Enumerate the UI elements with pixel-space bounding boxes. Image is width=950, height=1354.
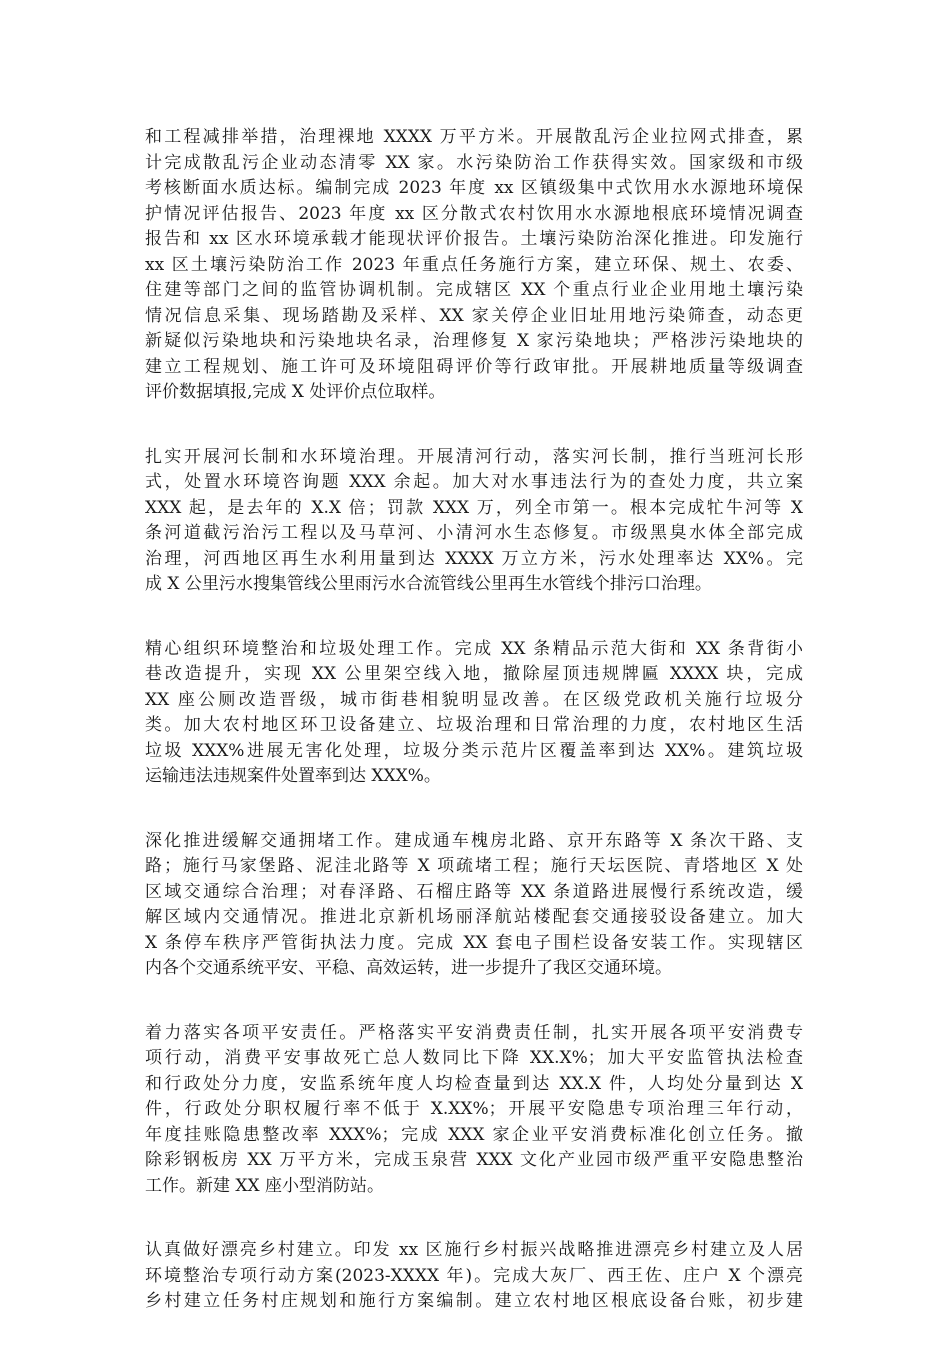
paragraph-line: 条河道截污治污工程以及马草河、小清河水生态修复。市级黑臭水体全部完成 <box>145 523 803 543</box>
paragraph-line: 计完成散乱污企业动态清零 XX 家。水污染防治工作获得实效。国家级和市级 <box>145 152 803 173</box>
paragraph-line: 乡村建立任务村庄规划和施行方案编制。建立农村地区根底设备台账，初步建 <box>145 1291 803 1311</box>
paragraph-line: 护情况评估报告、2023 年度 xx 区分散式农村饮用水水源地根底环境情况调查 <box>145 203 803 224</box>
paragraph-line: 工作。新建 XX 座小型消防站。 <box>145 1175 385 1196</box>
paragraph-line: XXX 起，是去年的 X.X 倍；罚款 XXX 万，列全市第一。根本完成牤牛河等 X <box>145 497 803 518</box>
paragraph <box>145 637 803 790</box>
paragraph-line: 评价数据填报,完成 X 处评价点位取样。 <box>145 382 446 402</box>
paragraph <box>145 829 803 982</box>
paragraph-line: 内各个交通系统平安、平稳、高效运转，进一步提升了我区交通环境。 <box>145 958 672 978</box>
paragraph-line: 深化推进缓解交通拥堵工作。建成通车槐房北路、京开东路等 X 条次干路、支 <box>145 830 803 851</box>
paragraph-line: 和工程减排举措，治理裸地 XXXX 万平方米。开展散乱污企业拉网式排查，累 <box>145 127 803 147</box>
paragraph-line: 成 X 公里污水搜集管线公里雨污水合流管线公里再生水管线个排污口治理。 <box>145 574 712 594</box>
paragraph <box>145 1021 803 1200</box>
paragraph-line: 治理，河西地区再生水利用量到达 XXXX 万立方米，污水处理率达 XX%。完 <box>145 548 803 569</box>
paragraph <box>145 445 803 598</box>
paragraph-line: 式，处置水环境咨询题 XXX 余起。加大对水事违法行为的查处力度，共立案 <box>145 472 803 492</box>
paragraph-line: 项行动，消费平安事故死亡总人数同比下降 XX.X%；加大平安监管执法检查 <box>145 1048 803 1068</box>
paragraph-line: 住建等部门之间的监管协调机制。完成辖区 XX 个重点行业企业用地土壤污染 <box>145 280 803 300</box>
paragraph-line: X 条停车秩序严管街执法力度。完成 XX 套电子围栏设备安装工作。实现辖区 <box>145 932 803 953</box>
paragraph <box>145 1238 803 1315</box>
paragraph-line: 考核断面水质达标。编制完成 2023 年度 xx 区镇级集中式饮用水水源地环境保 <box>145 178 803 198</box>
paragraph-line: 精心组织环境整治和垃圾处理工作。完成 XX 条精品示范大街和 XX 条背街小 <box>145 638 803 659</box>
paragraph-line: 运输违法违规案件处置率到达 XXX%。 <box>145 766 441 786</box>
paragraph-line: 环境整治专项行动方案(2023-XXXX 年)。完成大灰厂、西王佐、庄户 X 个漂亮 <box>145 1265 803 1286</box>
paragraph-line: 除彩钢板房 XX 万平方米，完成玉泉营 XXX 文化产业园市级严重平安隐患整治 <box>145 1150 803 1170</box>
paragraph-line: 认真做好漂亮乡村建立。印发 xx 区施行乡村振兴战略推进漂亮乡村建立及人居 <box>145 1240 803 1260</box>
paragraph-line: 着力落实各项平安责任。严格落实平安消费责任制，扎实开展各项平安消费专 <box>145 1022 803 1043</box>
paragraph-line: 路；施行马家堡路、泥洼北路等 X 项疏堵工程；施行天坛医院、青塔地区 X 处 <box>145 856 803 876</box>
paragraph <box>145 125 803 406</box>
paragraph-line: xx 区土壤污染防治工作 2023 年重点任务施行方案，建立环保、规土、农委、 <box>145 254 803 275</box>
paragraph-line: 报告和 xx 区水环境承载才能现状评价报告。土壤污染防治深化推进。印发施行 <box>145 229 803 249</box>
paragraph-line: XX 座公厕改造晋级，城市街巷相貌明显改善。在区级党政机关施行垃圾分 <box>145 689 803 710</box>
paragraph-line: 扎实开展河长制和水环境治理。开展清河行动，落实河长制，推行当班河长形 <box>145 446 803 467</box>
paragraph-line: 情况信息采集、现场踏勘及采样、XX 家关停企业旧址用地污染筛查，动态更 <box>145 305 803 326</box>
document-body <box>145 125 803 1354</box>
paragraph-line: 垃圾 XXX%进展无害化处理，垃圾分类示范片区覆盖率到达 XX%。建筑垃圾 <box>145 740 803 761</box>
paragraph-line: 建立工程规划、施工许可及环境阻碍评价等行政审批。开展耕地质量等级调查 <box>145 356 803 377</box>
paragraph-line: 件，行政处分职权履行率不低于 X.XX%；开展平安隐患专项治理三年行动， <box>145 1099 803 1119</box>
paragraph-line: 和行政处分力度，安监系统年度人均检查量到达 XX.X 件，人均处分量到达 X <box>145 1073 803 1094</box>
paragraph-line: 解区域内交通情况。推进北京新机场丽泽航站楼配套交通接驳设备建立。加大 <box>145 907 803 927</box>
paragraph-line: 年度挂账隐患整改率 XXX%；完成 XXX 家企业平安消费标准化创立任务。撤 <box>145 1124 803 1145</box>
paragraph-line: 区域交通综合治理；对春泽路、石榴庄路等 XX 条道路进展慢行系统改造，缓 <box>145 881 803 902</box>
paragraph-line: 类。加大农村地区环卫设备建立、垃圾治理和日常治理的力度，农村地区生活 <box>145 715 803 735</box>
paragraph-line: 巷改造提升，实现 XX 公里架空线入地，撤除屋顶违规牌匾 XXXX 块，完成 <box>145 664 803 684</box>
paragraph-line: 新疑似污染地块和污染地块名录，治理修复 X 家污染地块；严格涉污染地块的 <box>145 331 803 351</box>
